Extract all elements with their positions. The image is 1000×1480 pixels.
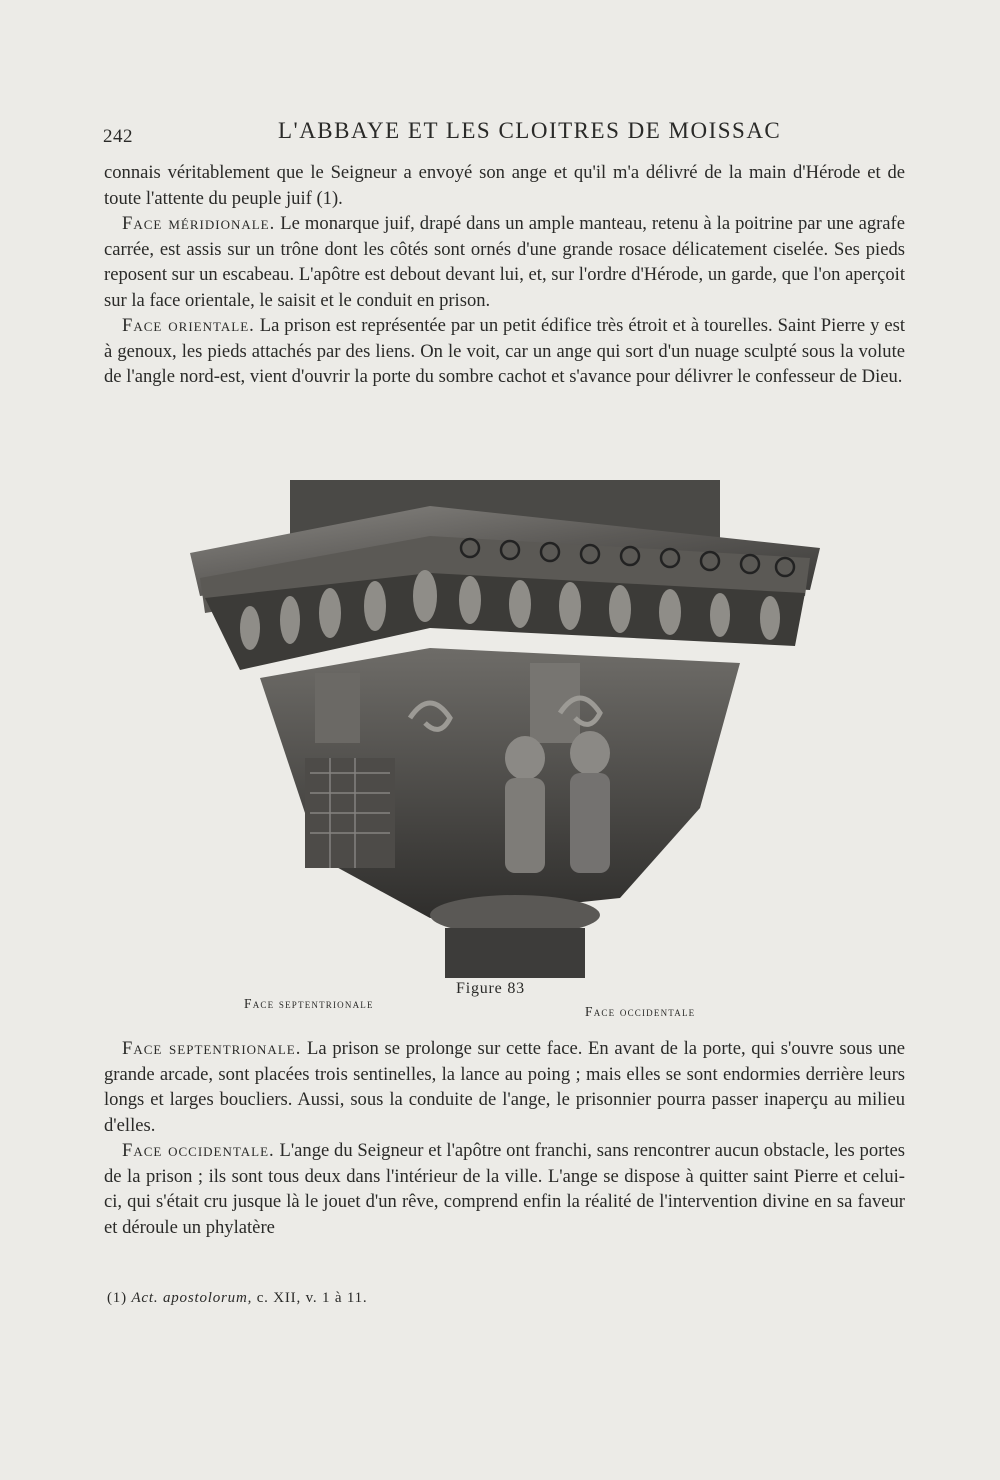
figure-caption: Figure 83 — [456, 980, 525, 997]
footnote-source: Act. apostolorum, — [131, 1290, 253, 1306]
figure-label-north: Face septentrionale — [244, 996, 374, 1011]
section-heading: Face occidentale. — [122, 1140, 275, 1161]
figure-label-west: Face occidentale — [585, 1004, 696, 1019]
footnote — [107, 1290, 367, 1307]
footnote-number: (1) — [107, 1290, 127, 1306]
paragraph-text: La prison se prolonge sur cette face. En avant de la porte, qui s'ouvre sous une grande arcade, sont placées trois sentinelles, la lance au poing ; mais elles se sont endormies derrière leurs longs et larges boucliers. Aussi, sous la conduite de l'ange, le prisonnier pourra passer inaperçu au milieu d'elles. — [104, 1038, 905, 1136]
running-title: L'ABBAYE ET LES CLOITRES DE MOISSAC — [278, 118, 782, 143]
paragraph — [104, 313, 905, 390]
paragraph — [104, 1138, 905, 1240]
paragraph — [104, 1036, 905, 1138]
section-heading: Face orientale. — [122, 315, 255, 336]
paragraph-text: connais véritablement que le Seigneur a envoyé son ange et qu'il m'a délivré de la main d'Hérode et de toute l'attente du peuple juif (1). — [104, 162, 905, 209]
capital-photograph — [180, 478, 830, 978]
section-heading: Face septentrionale. — [122, 1038, 302, 1059]
paragraph — [104, 160, 905, 211]
paragraph-text: L'ange du Seigneur et l'apôtre ont franchi, sans rencontrer aucun obstacle, les portes de la prison ; ils sont tous deux dans l'intérieur de la ville. L'ange se dispose à quitter saint Pierre et celui-ci, qui s'était cru jusque là le jouet d'un rêve, comprend enfin la réalité de l'intervention divine en sa faveur et déroule un phylatère — [104, 1140, 905, 1238]
page-number: 242 — [103, 126, 133, 147]
footnote-reference: c. XII, v. 1 à 11. — [252, 1290, 368, 1306]
paragraph — [104, 211, 905, 313]
section-heading: Face méridionale. — [122, 213, 276, 234]
body-text-bottom — [104, 1036, 905, 1240]
running-head — [0, 118, 1000, 148]
body-text-top — [104, 160, 905, 390]
paragraph-text: La prison est représentée par un petit édifice très étroit et à tourelles. Saint Pierre y est à genoux, les pieds attachés par des liens. On le voit, car un ange qui sort d'un nuage sculpté sous la volute de l'angle nord-est, vient d'ouvrir la porte du sombre cachot et s'avance pour délivrer le confesseur de Dieu. — [104, 315, 905, 387]
paragraph-text: Le monarque juif, drapé dans un ample manteau, retenu à la poitrine par une agrafe carrée, est assis sur un trône dont les côtés sont ornés d'une grande rosace délicatement ciselée. Ses pieds reposent sur un escabeau. L'apôtre est debout devant lui, et, sur l'ordre d'Hérode, un garde, que l'on aperçoit sur la face orientale, le saisit et le conduit en prison. — [104, 213, 906, 311]
